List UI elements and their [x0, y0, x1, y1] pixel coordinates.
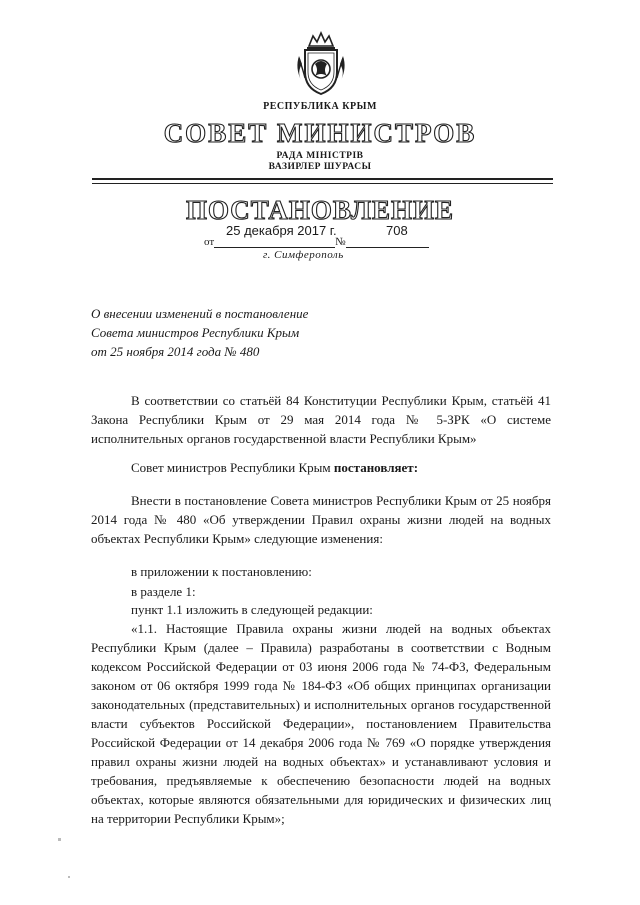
header-divider-thick — [92, 178, 553, 180]
date-number-line — [204, 236, 429, 248]
subject-line: от 25 ноября 2014 года № 480 — [91, 344, 260, 359]
subject-line: Совета министров Республики Крым — [91, 325, 300, 340]
amendment-paragraph: Внести в постановление Совета министров Республики Крым от 25 ноября 2014 года № 480 «Об утверждении Правил охраны жизни людей на водных объектах Республики Крым» следующие изменения: — [91, 493, 551, 546]
resolution-paragraph — [91, 458, 551, 477]
council-title: СОВЕТ МИНИСТРОВ — [163, 118, 477, 148]
new-wording-paragraph: «1.1. Настоящие Правила охраны жизни людей на водных объектах Республики Крым (далее – Правила) разработаны в соответствии с Водным кодексом Российской Федерации от 03 июня 2006 года № 74-ФЗ, Федеральным законом от 06 октября 1999 года № 184-ФЗ «Об общих принципах организации законодательных (представительных) и исполнительных органов государственной власти субъектов Российской Федерации», постановлением Правительства Российской Федерации от 14 декабря 2006 года № 769 «О порядке утверждения правил охраны жизни людей на водных объектах» и устанавливают условия и требования, предъявляемые к обеспечению безопасности людей на водных объектах, которые являются обязательными для юридических и физических лиц на территории Республики Крым»; — [91, 621, 551, 826]
scan-speck — [58, 838, 61, 841]
section-line: в разделе 1: — [131, 584, 196, 599]
subject-line: О внесении изменений в постановление — [91, 306, 309, 321]
council-title-ukrainian: РАДА МІНІСТРІВ — [276, 151, 364, 161]
document-type-title: ПОСТАНОВЛЕНИЕ — [185, 195, 455, 225]
scan-speck — [68, 876, 70, 878]
from-label: от — [204, 236, 215, 248]
item-line: пункт 1.1 изложить в следующей редакции: — [131, 602, 373, 617]
annex-line: в приложении к постановлению: — [131, 564, 312, 579]
coat-of-arms-emblem — [293, 28, 349, 100]
council-title-crimean-tatar: ВАЗИРЛЕР ШУРАСЫ — [268, 162, 372, 172]
document-subject — [91, 304, 308, 361]
preamble-paragraph: В соответствии со статьёй 84 Конституции Республики Крым, статьёй 41 Закона Республики Крым от 29 мая 2014 года № 5-ЗРК «О системе исполнительных органов государственной власти Республики Крым» — [91, 393, 551, 446]
resolution-verb: постановляет: — [333, 460, 419, 475]
number-blank-line — [346, 237, 429, 248]
decree-date: 25 декабря 2017 г. — [226, 223, 337, 238]
republic-name: РЕСПУБЛИКА КРЫМ — [263, 101, 377, 112]
number-label: № — [335, 236, 346, 248]
city-name: г. Симферополь — [263, 249, 344, 261]
header-divider-thin — [92, 183, 553, 184]
decree-number: 708 — [386, 223, 408, 238]
date-blank-line — [214, 237, 335, 248]
resolution-text: Совет министров Республики Крым — [131, 460, 334, 475]
